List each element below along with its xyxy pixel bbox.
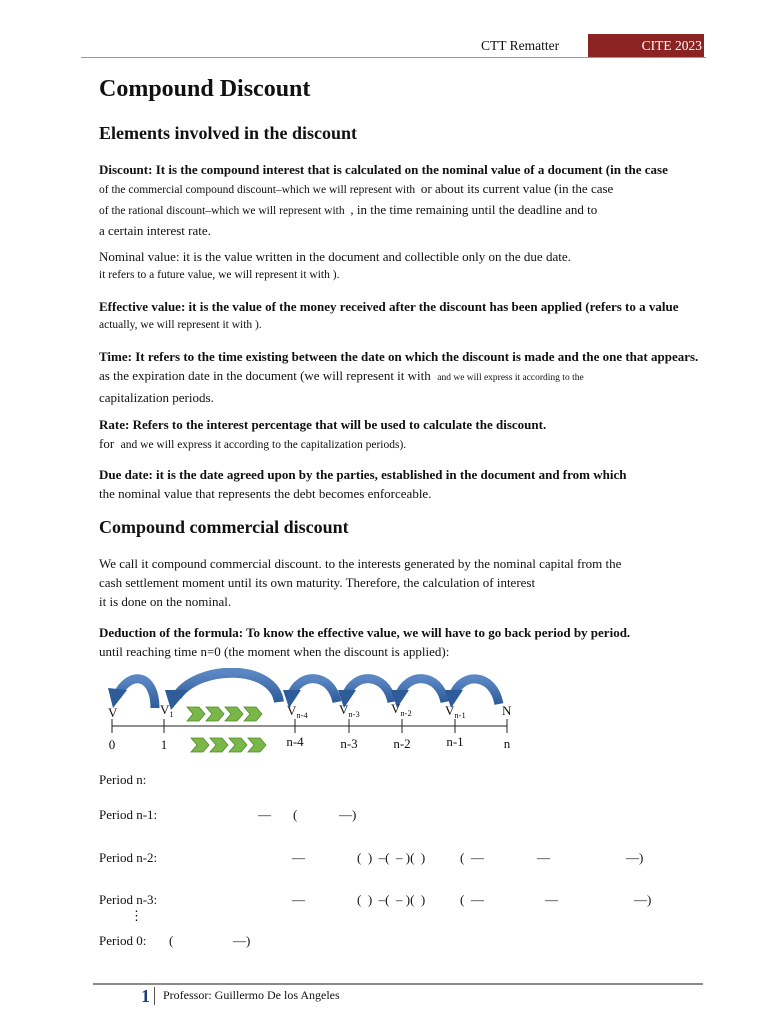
paragraph-time xyxy=(99,347,749,407)
due-line-2: the nominal value that represents the debt becomes enforceable. xyxy=(99,486,432,501)
paragraph-nominal xyxy=(99,247,749,285)
period-n2-fragment-4: — xyxy=(537,850,550,865)
period-n3-fragment-2: ( ) –( – )( ) xyxy=(357,892,426,907)
section-heading-commercial: Compound commercial discount xyxy=(99,517,349,537)
time-line-1: Time: It refers to the time existing between the date on which the discount is made and the one that appears. xyxy=(99,349,699,364)
paragraph-discount xyxy=(99,160,749,240)
period-n-label: Period n: xyxy=(99,772,147,787)
period-n3-fragment-5: —) xyxy=(634,892,652,907)
timeline-bottom-label-n: n xyxy=(503,736,511,751)
timeline-bottom-label-n1: n-1 xyxy=(446,734,464,749)
timeline-top-label-n1: $V_{n-1}$ xyxy=(445,703,466,720)
nominal-line-1: Nominal value: it is the value written in the document and collectible only on the due date. xyxy=(99,249,571,264)
section-heading-elements: Elements involved in the discount xyxy=(99,123,358,143)
page-title: Compound Discount xyxy=(99,76,311,102)
period-n2-fragment-2: ( ) –( – )( ) xyxy=(357,850,426,865)
timeline-diagram xyxy=(99,668,519,758)
timeline-top-label-1: $V_1$ xyxy=(160,702,174,719)
time-line-3: capitalization periods. xyxy=(99,390,214,405)
period-0-fragment-2: —) xyxy=(233,933,251,948)
period-n2-fragment-5: —) xyxy=(626,850,644,865)
due-line-1: Due date: it is the date agreed upon by the parties, established in the document and from which xyxy=(99,467,627,482)
discount-line-4: a certain interest rate. xyxy=(99,223,211,238)
nominal-line-2: it refers to a future value, we will represent it with ). xyxy=(99,269,340,281)
header-divider xyxy=(81,57,706,58)
rate-line-2: for and we will express it according to the capitalization periods). xyxy=(99,436,407,451)
footer-divider xyxy=(93,983,703,985)
period-n1-fragment-1: — xyxy=(258,807,271,822)
paragraph-due-date xyxy=(99,465,749,503)
timeline-top-label-0: V xyxy=(108,705,118,720)
effective-line-1: Effective value: it is the value of the money received after the discount has been applied (refers to a value xyxy=(99,299,679,314)
effective-line-2: actually, we will represent it with ). xyxy=(99,319,262,331)
arrow-vn4-to-v1 xyxy=(165,673,279,710)
paragraph-effective xyxy=(99,297,749,335)
period-n3-fragment-3: ( — xyxy=(460,892,484,907)
timeline-bottom-label-n2: n-2 xyxy=(393,736,411,751)
discount-line-1: Discount: It is the compound interest that is calculated on the nominal value of a document (in the case xyxy=(99,162,668,177)
intro-line-2: cash settlement moment until its own maturity. Therefore, the calculation of interest xyxy=(99,575,536,590)
period-n2-fragment-1: — xyxy=(292,850,305,865)
period-n2-fragment-3: ( — xyxy=(460,850,484,865)
period-n3-fragment-4: — xyxy=(545,892,558,907)
discount-line-2: of the commercial compound discount–which we will represent with or about its current value (in the case xyxy=(99,181,614,196)
chevrons-bottom xyxy=(191,738,266,752)
header-event-badge: CITE 2023 xyxy=(588,34,704,58)
timeline-bottom-label-n4: n-4 xyxy=(286,734,304,749)
footer-professor: Professor: Guillermo De los Angeles xyxy=(163,988,340,1002)
timeline-bottom-label-n3: n-3 xyxy=(340,736,358,751)
period-0-fragment-1: ( xyxy=(169,933,174,948)
period-n3-fragment-1: — xyxy=(292,892,305,907)
timeline-top-label-n2: $V_{n-2}$ xyxy=(391,701,412,718)
chevrons-top xyxy=(187,707,262,721)
vertical-ellipsis: ⋮ xyxy=(130,908,143,923)
paragraph-rate xyxy=(99,415,749,455)
period-n1-fragment-3: —) xyxy=(339,807,357,822)
timeline-bottom-label-1: 1 xyxy=(160,737,168,752)
deduction-line-1: Deduction of the formula: To know the effective value, we will have to go back period by period. xyxy=(99,625,631,640)
period-n2-label: Period n-2: xyxy=(99,850,158,865)
period-0-label: Period 0: xyxy=(99,933,147,948)
paragraph-intro xyxy=(99,554,749,611)
rate-line-1: Rate: Refers to the interest percentage that will be used to calculate the discount. xyxy=(99,417,547,432)
timeline-top-label-n4: $V_{n-4}$ xyxy=(287,703,308,720)
intro-line-3: it is done on the nominal. xyxy=(99,594,232,609)
arrow-v1-to-v0 xyxy=(108,679,155,708)
period-n1-fragment-2: ( xyxy=(293,807,298,822)
time-line-2: as the expiration date in the document (we will represent it with and we will express it according to the xyxy=(99,368,584,383)
period-n3-label: Period n-3: xyxy=(99,892,158,907)
footer-separator xyxy=(154,987,155,1005)
timeline-bottom-label-0: 0 xyxy=(108,737,116,752)
timeline-top-label-n: N xyxy=(502,703,512,718)
intro-line-1: We call it compound commercial discount. to the interests generated by the nominal capital from the xyxy=(99,556,622,571)
page-number: 1 xyxy=(141,986,150,1006)
header-course: CTT Rematter xyxy=(481,38,560,53)
deduction-line-2: until reaching time n=0 (the moment when the discount is applied): xyxy=(99,644,450,659)
timeline-top-label-n3: $V_{n-3}$ xyxy=(339,702,360,719)
paragraph-deduction xyxy=(99,623,749,661)
discount-line-3: of the rational discount–which we will represent with , in the time remaining until the deadline and to xyxy=(99,202,598,217)
period-n1-label: Period n-1: xyxy=(99,807,158,822)
